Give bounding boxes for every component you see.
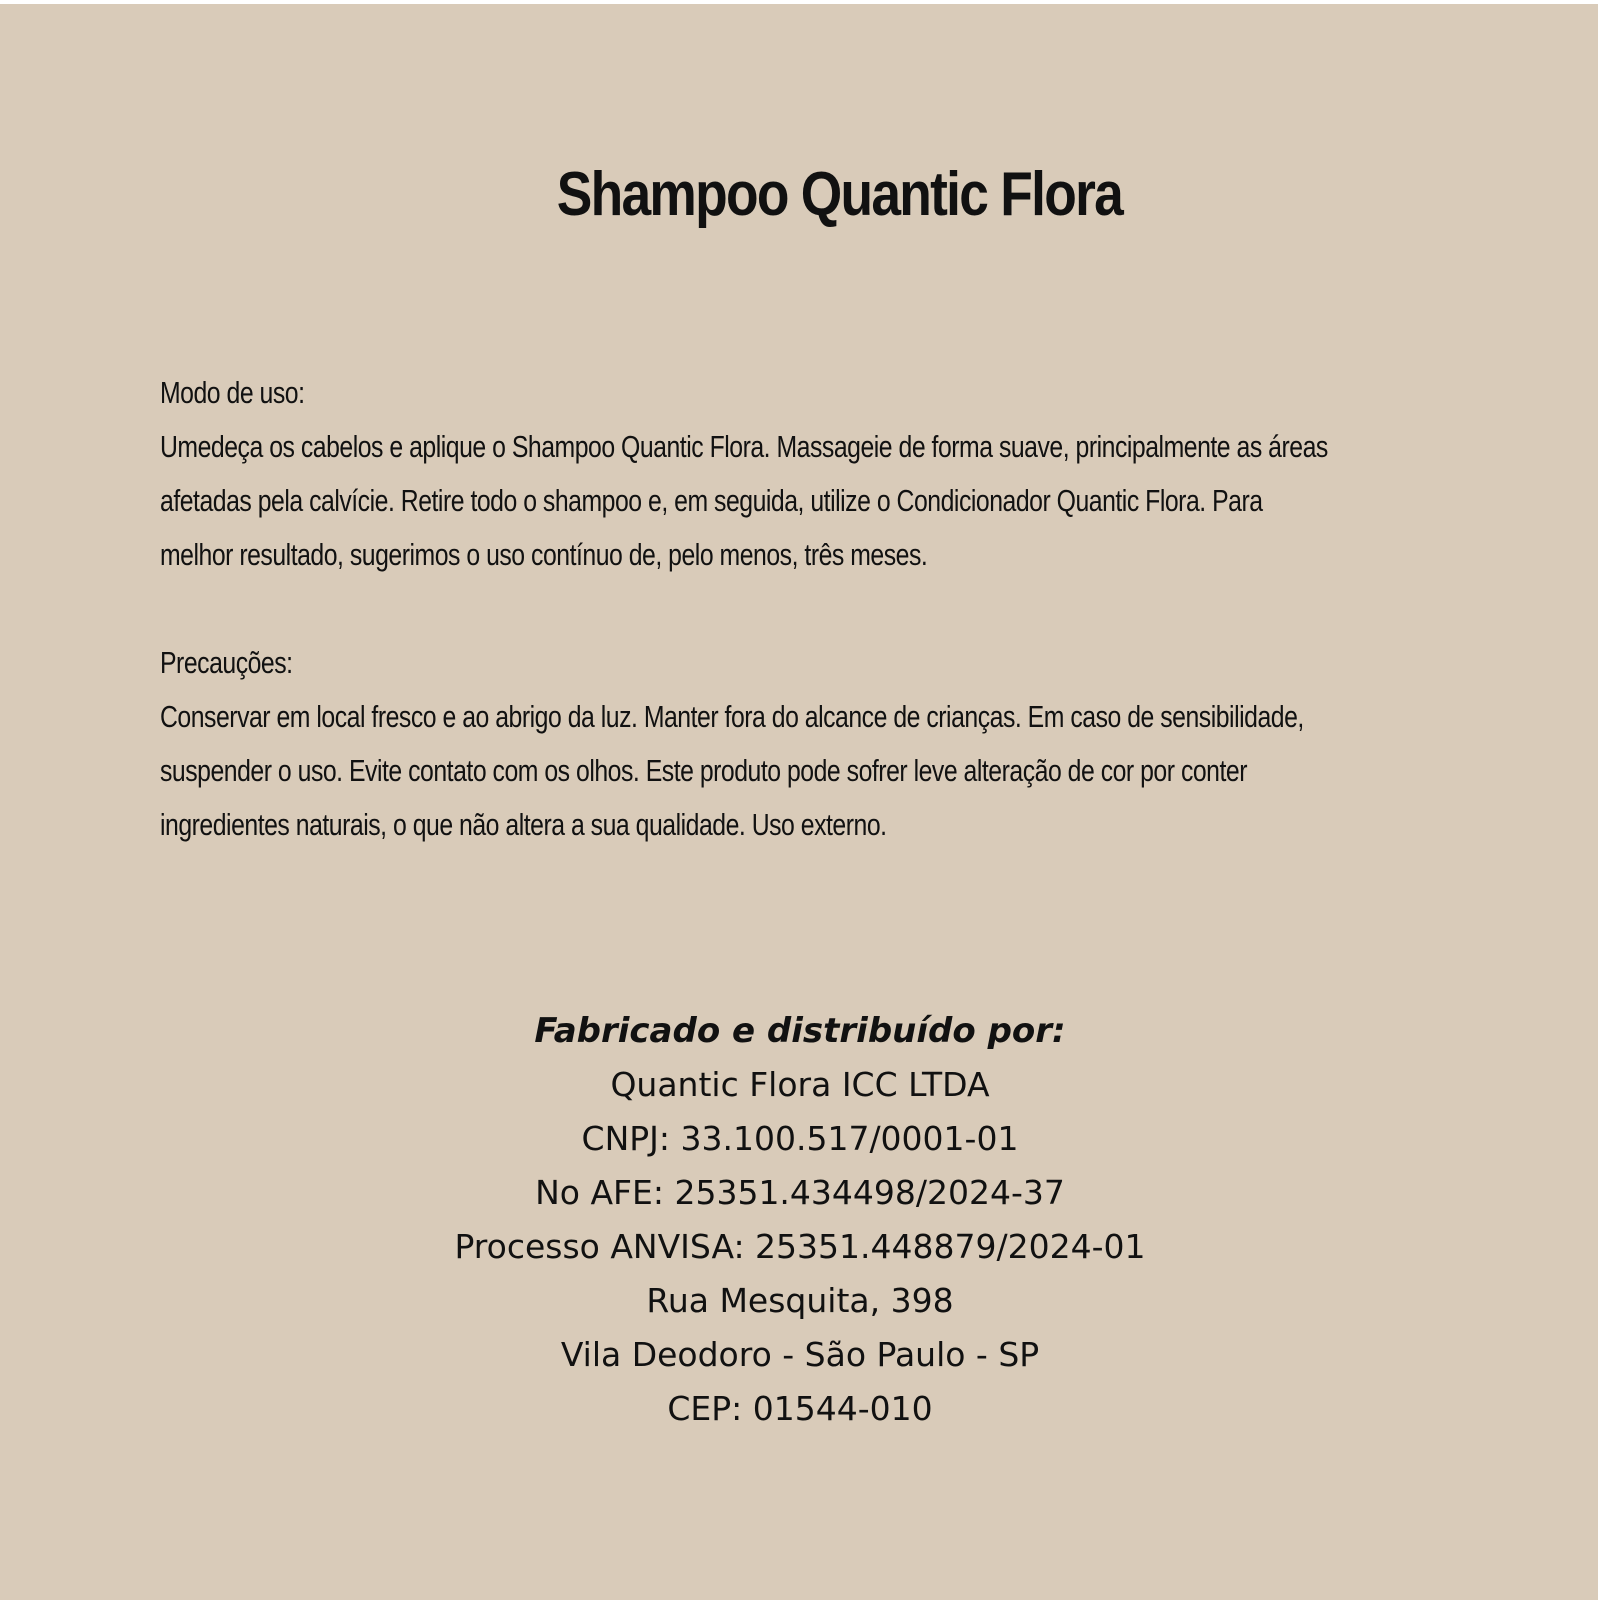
product-title: Shampoo Quantic Flora bbox=[556, 160, 1123, 229]
cnpj-number: CNPJ: 33.100.517/0001-01 bbox=[581, 1119, 1019, 1158]
usage-line: Umedeça os cabelos e aplique o Shampoo Quantic Flora. Massageie de forma suave, principalmente as áreas bbox=[160, 429, 1328, 464]
postal-code: CEP: 01544-010 bbox=[667, 1389, 933, 1428]
usage-line: afetadas pela calvície. Retire todo o shampoo e, em seguida, utilize o Condicionador Quantic Flora. Para bbox=[160, 483, 1263, 518]
usage-heading: Modo de uso: bbox=[160, 375, 305, 410]
manufacturer-heading: Fabricado e distribuído por: bbox=[534, 1011, 1066, 1051]
precautions-line: ingredientes naturais, o que não altera a sua qualidade. Uso externo. bbox=[160, 807, 887, 842]
company-name: Quantic Flora ICC LTDA bbox=[610, 1065, 990, 1104]
precautions-line: Conservar em local fresco e ao abrigo da luz. Manter fora do alcance de crianças. Em caso de sensibilidade, bbox=[160, 699, 1304, 734]
usage-line: melhor resultado, sugerimos o uso contínuo de, pelo menos, três meses. bbox=[160, 537, 928, 572]
precautions-section bbox=[160, 636, 1408, 852]
usage-section bbox=[160, 366, 1408, 582]
precautions-heading: Precauções: bbox=[160, 645, 293, 680]
precautions-line: suspender o uso. Evite contato com os olhos. Este produto pode sofrer leve alteração de cor por conter bbox=[160, 753, 1247, 788]
top-border bbox=[0, 0, 1600, 4]
street-address: Rua Mesquita, 398 bbox=[646, 1281, 954, 1320]
district-city: Vila Deodoro - São Paulo - SP bbox=[560, 1335, 1040, 1374]
manufacturer-info bbox=[0, 1004, 1600, 1436]
anvisa-process: Processo ANVISA: 25351.448879/2024-01 bbox=[454, 1227, 1146, 1266]
afe-number: No AFE: 25351.434498/2024-37 bbox=[535, 1173, 1065, 1212]
